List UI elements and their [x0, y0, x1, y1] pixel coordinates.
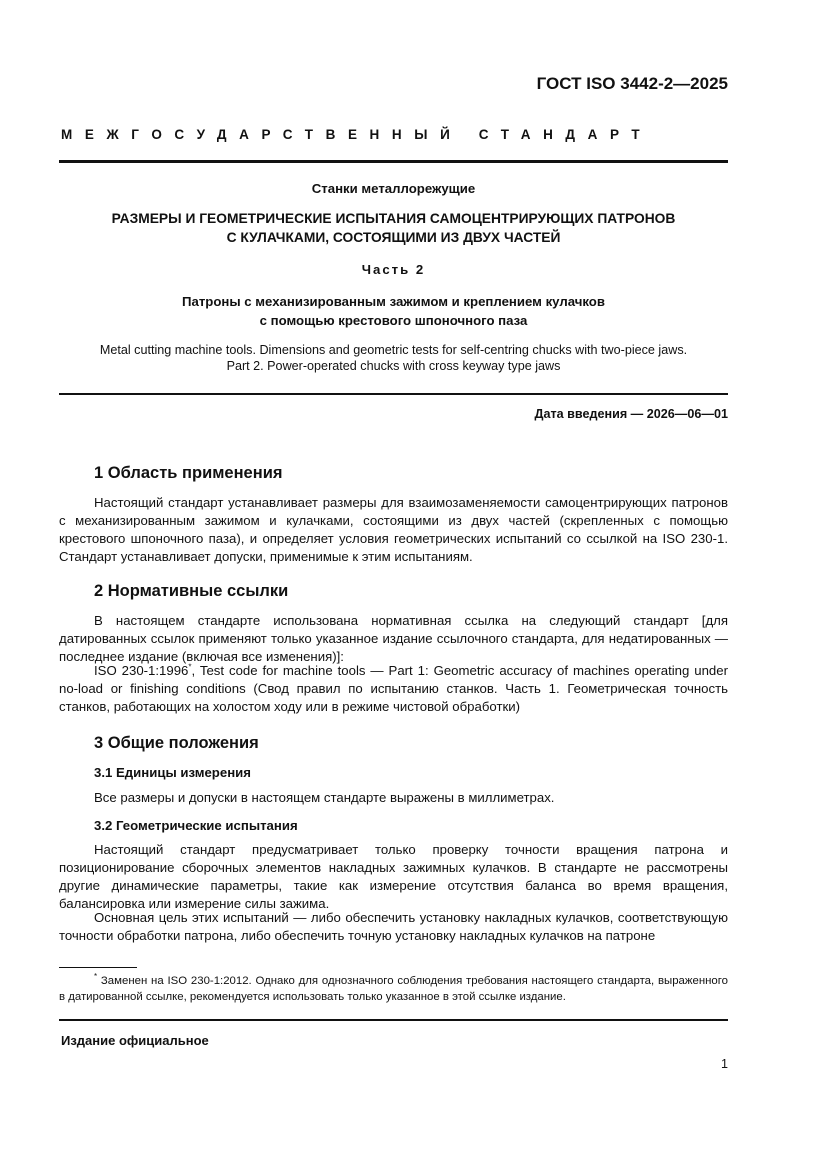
title-rule — [59, 393, 728, 395]
section-2-reference — [59, 662, 728, 716]
reference-code: ISO 230-1:1996 — [94, 663, 189, 678]
section-3-heading: 3 Общие положения — [94, 734, 259, 752]
page-number: 1 — [720, 1057, 728, 1071]
subsection-3-2-paragraph-2: Основная цель этих испытаний — либо обеспечить установку накладных кулачков, соответствующую точности обработки патрона, либо обеспечить точную установку накладных кулачков на патроне — [59, 910, 728, 943]
footer-rule — [59, 1019, 728, 1021]
part-title: Часть 2 — [361, 262, 426, 277]
footnote-separator — [59, 967, 137, 968]
category-title: Станки металлорежущие — [311, 181, 476, 196]
main-title-line2: С КУЛАЧКАМИ, СОСТОЯЩИМИ ИЗ ДВУХ ЧАСТЕЙ — [226, 230, 561, 245]
reference-title: , Test code for machine tools — Part 1: Geometric accuracy of machines operating under no-load or finishing conditions (Свод правил по испытанию станков. Часть 1. Геометрическая точность станков, работающих на холостом ходу или в режиме чистовой обработки) — [59, 663, 728, 714]
section-2-text: В настоящем стандарте использована нормативная ссылка на следующий стандарт [для датированных ссылок применяют только указанное издание ссылочного стандарта, для недатированных — последнее издание (включая все изменения)]: — [59, 613, 728, 664]
footnote-marker: * — [188, 662, 192, 672]
subtitle-line2: с помощью крестового шпоночного паза — [259, 313, 528, 328]
footnote-mark: * — [94, 972, 98, 982]
introduction-date: Дата введения — 2026—06—01 — [534, 407, 728, 421]
footnote-text: Заменен на ISO 230-1:2012. Однако для однозначного соблюдения требования настоящего стандарта, выраженного в датированной ссылке, рекомендуется использовать только указанное в этой ссылке издание. — [59, 975, 728, 1003]
edition-label: Издание официальное — [61, 1033, 209, 1048]
section-1-heading: 1 Область применения — [94, 464, 283, 482]
english-title-line2: Part 2. Power-operated chucks with cross keyway type jaws — [226, 359, 561, 373]
subsection-3-1-text: Все размеры и допуски в настоящем стандарте выражены в миллиметрах. — [94, 790, 555, 805]
subsection-3-2-heading: 3.2 Геометрические испытания — [94, 818, 298, 833]
subsection-3-1-heading: 3.1 Единицы измерения — [94, 765, 251, 780]
section-2-heading: 2 Нормативные ссылки — [94, 582, 289, 600]
footnote — [59, 973, 728, 1005]
standard-banner: МЕЖГОСУДАРСТВЕННЫЙ СТАНДАРТ — [61, 127, 653, 142]
section-1-text: Настоящий стандарт устанавливает размеры для взаимозаменяемости самоцентрирующих патронов с механизированным зажимом и кулачками, состоящими из двух частей (скрепленных с помощью крестового шпоночного паза), и определяет условия геометрических испытаний со ссылкой на ISO 230-1. Стандарт устанавливает допуски, применимые к этим испытаниям. — [59, 495, 728, 564]
subsection-3-2-paragraph-1: Настоящий стандарт предусматривает только проверку точности вращения патрона и позиционирование сборочных элементов накладных зажимных кулачков. В стандарте не рассмотрены другие динамические параметры, такие как измерение отсутствия баланса во время вращения, балансировка или измерение силы зажима. — [59, 842, 728, 911]
main-title-line1: РАЗМЕРЫ И ГЕОМЕТРИЧЕСКИЕ ИСПЫТАНИЯ САМОЦЕНТРИРУЮЩИХ ПАТРОНОВ — [111, 211, 676, 226]
standard-code: ГОСТ ISO 3442-2—2025 — [536, 74, 728, 93]
header-rule — [59, 160, 728, 163]
english-title-line1: Metal cutting machine tools. Dimensions and geometric tests for self-centring chucks with two-piece jaws. — [99, 343, 688, 357]
subtitle-line1: Патроны с механизированным зажимом и креплением кулачков — [182, 294, 605, 309]
